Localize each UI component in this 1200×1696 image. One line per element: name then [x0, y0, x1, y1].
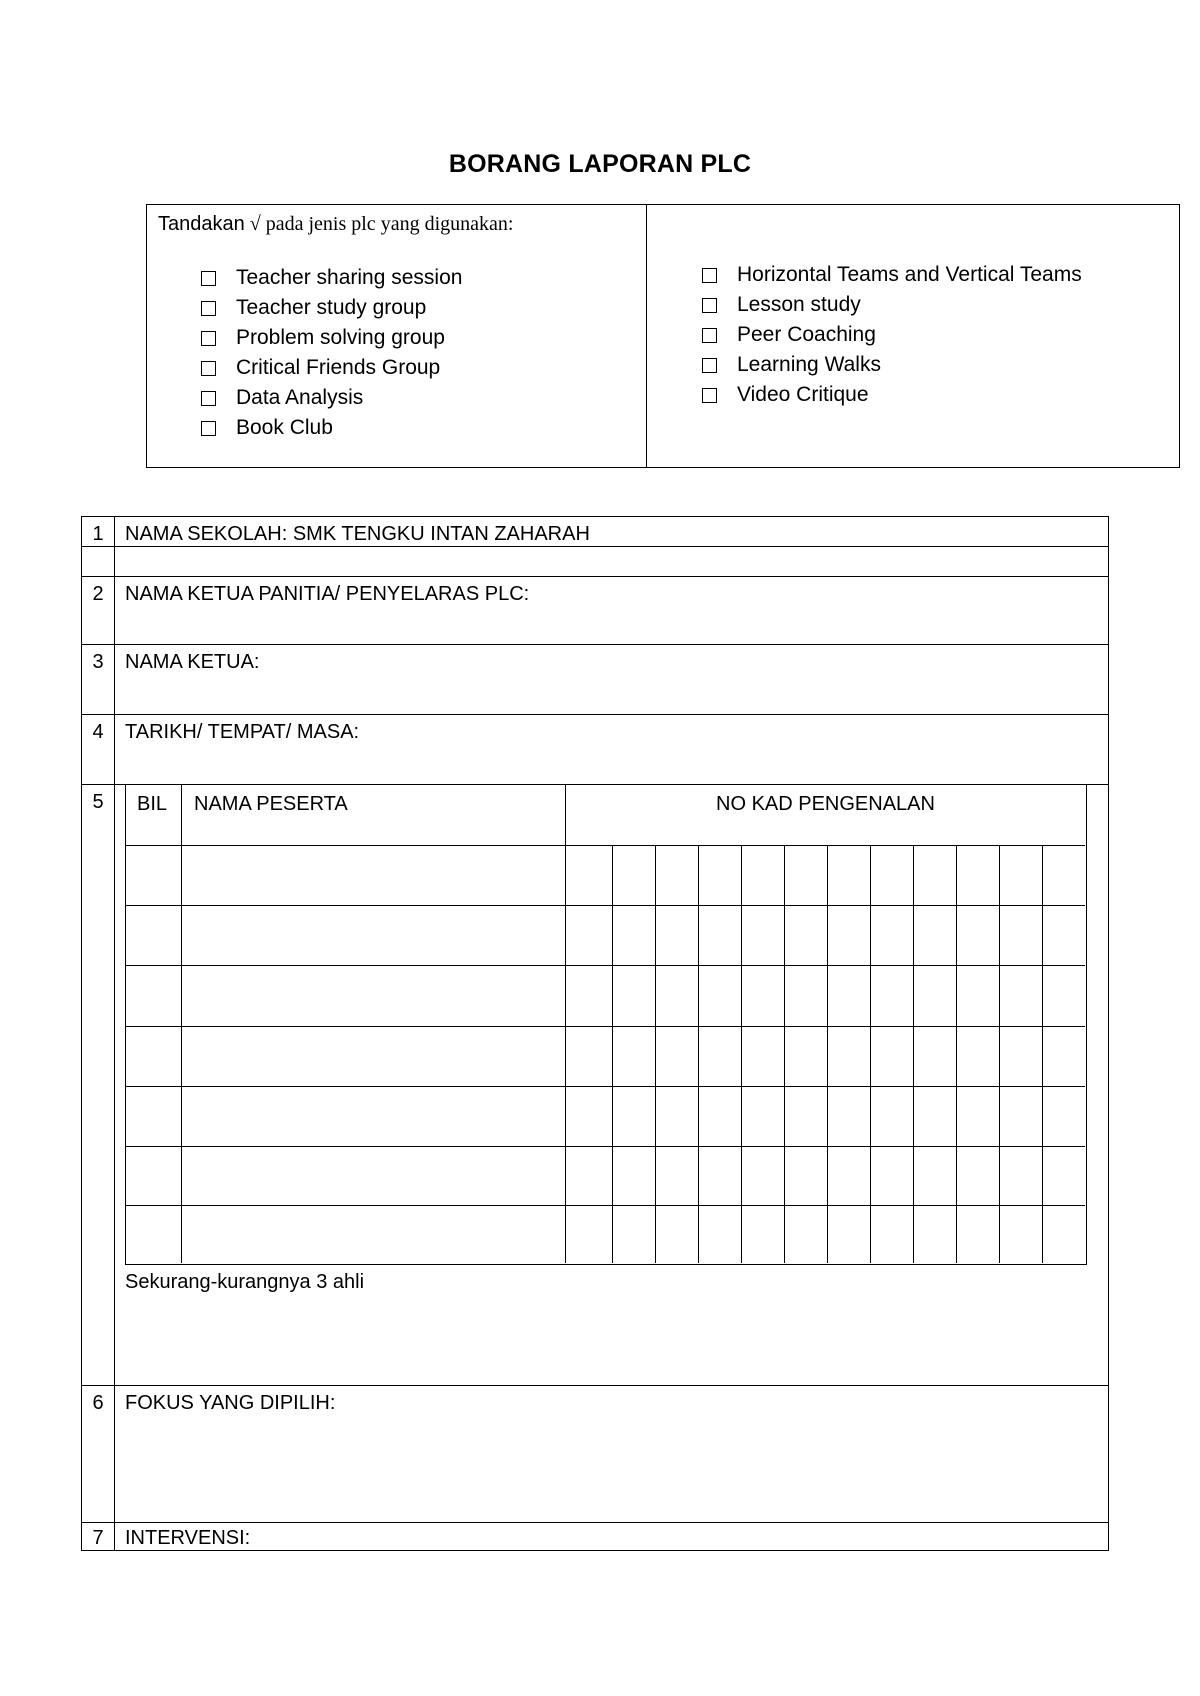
- checkbox[interactable]: [702, 388, 717, 403]
- participant-name-cell[interactable]: [183, 1148, 563, 1204]
- number-column-divider: [114, 517, 115, 1550]
- checkbox[interactable]: [201, 331, 216, 346]
- checkbox[interactable]: [201, 271, 216, 286]
- option-label: Learning Walks: [737, 353, 881, 376]
- bil-column-line: [181, 785, 182, 1263]
- row-line: [82, 714, 1108, 715]
- option-teacher-study-group[interactable]: [201, 293, 462, 323]
- plc-type-panel: [146, 204, 1180, 468]
- option-label: Problem solving group: [236, 326, 445, 349]
- ic-digit-line: [913, 845, 914, 1263]
- ic-digit-line: [870, 845, 871, 1263]
- option-label: Lesson study: [737, 293, 861, 316]
- col-header-bil: BIL: [137, 793, 168, 815]
- option-critical-friends-group[interactable]: [201, 353, 462, 383]
- leader-name-label: NAMA KETUA:: [125, 651, 260, 673]
- option-horizontal-vertical-teams[interactable]: [702, 260, 1082, 290]
- plc-options-right: [702, 260, 1082, 410]
- minimum-members-note: Sekurang-kurangnya 3 ahli: [125, 1271, 365, 1293]
- instruction-rest: √ pada jenis plc yang digunakan:: [244, 213, 514, 235]
- row-number-6: 6: [92, 1392, 104, 1414]
- participant-row-line: [126, 1026, 1085, 1027]
- option-lesson-study[interactable]: [702, 290, 1082, 320]
- col-header-ic-number: NO KAD PENGENALAN: [716, 793, 935, 815]
- ic-digit-line: [999, 845, 1000, 1263]
- ic-digit-line: [784, 845, 785, 1263]
- option-video-critique[interactable]: [702, 380, 1082, 410]
- row-line: [82, 1385, 1108, 1386]
- plc-options-left: [201, 263, 462, 443]
- instruction-prefix: Tandakan: [158, 213, 245, 235]
- ic-digit-line: [655, 845, 656, 1263]
- option-learning-walks[interactable]: [702, 350, 1082, 380]
- panel-divider: [646, 205, 647, 467]
- checkbox[interactable]: [702, 358, 717, 373]
- ic-digit-line: [698, 845, 699, 1263]
- row-line: [82, 546, 1108, 547]
- participant-row-line: [126, 1205, 1085, 1206]
- option-label: Horizontal Teams and Vertical Teams: [737, 263, 1082, 286]
- intervention-label: INTERVENSI:: [125, 1527, 251, 1549]
- instruction-text: [158, 213, 513, 236]
- coordinator-name-label: NAMA KETUA PANITIA/ PENYELARAS PLC:: [125, 583, 530, 605]
- row-number-7: 7: [92, 1527, 104, 1549]
- school-name-label: NAMA SEKOLAH: SMK TENGKU INTAN ZAHARAH: [125, 523, 590, 545]
- checkbox[interactable]: [702, 298, 717, 313]
- participant-name-cell[interactable]: [183, 1207, 563, 1262]
- row-line: [82, 644, 1108, 645]
- participant-name-cell[interactable]: [183, 847, 563, 904]
- ic-digit-line: [741, 845, 742, 1263]
- row-number-1: 1: [92, 523, 104, 545]
- ic-digit-line: [1042, 845, 1043, 1263]
- participant-name-cell[interactable]: [183, 907, 563, 964]
- participants-table: [125, 784, 1087, 1265]
- participant-row-line: [126, 1086, 1085, 1087]
- option-label: Critical Friends Group: [236, 356, 441, 379]
- row-line: [82, 576, 1108, 577]
- page-title: BORANG LAPORAN PLC: [448, 150, 752, 178]
- option-teacher-sharing-session[interactable]: [201, 263, 462, 293]
- checkbox[interactable]: [201, 421, 216, 436]
- option-label: Data Analysis: [236, 386, 364, 409]
- ic-digit-line: [956, 845, 957, 1263]
- option-book-club[interactable]: [201, 413, 462, 443]
- participant-name-cell[interactable]: [183, 1028, 563, 1085]
- option-peer-coaching[interactable]: [702, 320, 1082, 350]
- option-label: Book Club: [236, 416, 333, 439]
- participant-name-cell[interactable]: [183, 967, 563, 1025]
- name-column-line: [565, 785, 566, 1263]
- checkbox[interactable]: [201, 391, 216, 406]
- checkbox[interactable]: [702, 268, 717, 283]
- row-number-4: 4: [92, 721, 104, 743]
- participant-name-cell[interactable]: [183, 1088, 563, 1145]
- row-number-2: 2: [92, 583, 104, 605]
- header-row-line: [126, 845, 1085, 846]
- participant-row-line: [126, 905, 1085, 906]
- option-label: Teacher sharing session: [236, 266, 463, 289]
- participant-row-line: [126, 1146, 1085, 1147]
- checkbox[interactable]: [201, 361, 216, 376]
- option-label: Teacher study group: [236, 296, 427, 319]
- row-number-3: 3: [92, 651, 104, 673]
- ic-digit-line: [612, 845, 613, 1263]
- date-place-time-label: TARIKH/ TEMPAT/ MASA:: [125, 721, 360, 743]
- option-problem-solving-group[interactable]: [201, 323, 462, 353]
- checkbox[interactable]: [201, 301, 216, 316]
- ic-digit-line: [827, 845, 828, 1263]
- option-data-analysis[interactable]: [201, 383, 462, 413]
- checkbox[interactable]: [702, 328, 717, 343]
- chosen-focus-label: FOKUS YANG DIPILIH:: [125, 1392, 336, 1414]
- option-label: Video Critique: [737, 383, 869, 406]
- participant-row-line: [126, 965, 1085, 966]
- row-number-5: 5: [92, 791, 104, 813]
- col-header-participant-name: NAMA PESERTA: [194, 793, 348, 815]
- option-label: Peer Coaching: [737, 323, 876, 346]
- row-line: [82, 1522, 1108, 1523]
